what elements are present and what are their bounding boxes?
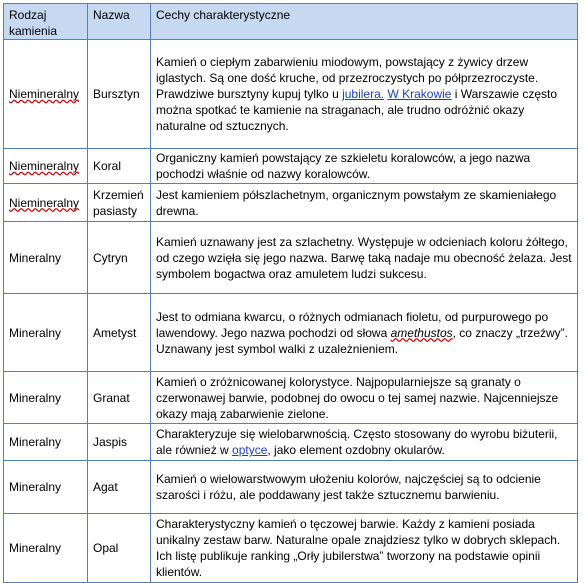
- stone-description-cell: [151, 424, 578, 461]
- table-row-koral: [4, 149, 578, 184]
- table-row-jaspis: [4, 424, 578, 461]
- stone-type-cell: Mineralny: [4, 294, 88, 372]
- description-text: Kamień o ciepłym zabarwieniu miodowym, powstający z żywicy drzew iglastych. Są one dość kruche, od przezroczystych po półprzezroczyste. Prawdziwe bursztyny kupuj tylko u: [156, 55, 539, 101]
- krakow-link[interactable]: W Krakowie: [387, 87, 452, 101]
- stone-name-cell: Bursztyn: [88, 40, 151, 149]
- stone-description-cell: [151, 40, 578, 149]
- table-row-krzemien: [4, 184, 578, 222]
- description-text: , jako element ozdobny okularów.: [267, 443, 445, 457]
- table-row-agat: [4, 461, 578, 514]
- description-text: Charakteryzuje się wielobarwnością. Często stosowany do wyrobu biżuterii, ale również w: [156, 427, 558, 457]
- stone-name-cell: Koral: [88, 149, 151, 184]
- stone-type-cell: Mineralny: [4, 424, 88, 461]
- optics-link[interactable]: optyce: [232, 443, 268, 457]
- stone-description-cell: Jest kamieniem półszlachetnym, organicznym powstałym ze skamieniałego drewna.: [151, 184, 578, 222]
- stone-type-cell: [4, 40, 88, 149]
- stone-type-cell: Mineralny: [4, 372, 88, 424]
- stone-description-cell: Organiczny kamień powstający ze szkieletu koralowców, a jego nazwa pochodzi właśnie od nazwy koralowców.: [151, 149, 578, 184]
- header-row: [4, 4, 578, 40]
- stone-type-cell: Mineralny: [4, 514, 88, 583]
- stone-name-cell: Jaspis: [88, 424, 151, 461]
- jeweler-link[interactable]: jubilera.: [342, 87, 385, 101]
- header-name: Nazwa: [88, 4, 151, 40]
- stone-name-cell: Krzemień pasiasty: [88, 184, 151, 222]
- description-text: i Warszawie często można spotkać te kamienie na straganach, ale trudno odróżnić okazy naturalne od sztucznych.: [156, 87, 558, 133]
- stone-type-cell: [4, 184, 88, 222]
- stone-description-cell: Kamień uznawany jest za szlachetny. Występuje w odcieniach koloru żółtego, od czego wzięła się jego nazwa. Barwę taką nadaje mu obecność żelaza. Jest symbolem bogactwa oraz amuletem ludzi sukcesu.: [151, 222, 578, 294]
- table-row-bursztyn: [4, 40, 578, 149]
- stone-description-cell: Charakterystyczny kamień o tęczowej barwie. Każdy z kamieni posiada unikalny zestaw barw. Naturalne opale znajdziesz tylko w dobrych sklepach. Ich listę publikuje ranking „Orły jubilerstwa” tworzony na podstawie opinii klientów.: [151, 514, 578, 583]
- stone-name-cell: Agat: [88, 461, 151, 514]
- description-text: , co znaczy „trzeźwy”. Uznawany jest symbol walki z uzależnieniem.: [156, 325, 568, 356]
- table-row-opal: [4, 514, 578, 583]
- table-row-granat: [4, 372, 578, 424]
- stone-description-cell: Kamień o zróżnicowanej kolorystyce. Najpopularniejsze są granaty o czerwonawej barwie, podobnej do owocu o tej samej nazwie. Najcenniejsze okazy mają zabarwienie zielone.: [151, 372, 578, 424]
- stone-name-cell: Granat: [88, 372, 151, 424]
- stone-type-text: Niemineralny: [9, 87, 80, 101]
- stone-type-text: Niemineralny: [9, 195, 80, 210]
- header-features: Cechy charakterystyczne: [151, 4, 578, 40]
- header-stone-type-line1: Rodzaj: [9, 8, 47, 22]
- header-stone-type-line2: kamienia: [9, 24, 58, 38]
- gemstone-table: [3, 3, 578, 583]
- stone-type-cell: Mineralny: [4, 461, 88, 514]
- header-stone-type: [4, 4, 88, 40]
- stone-type-text: Niemineralny: [9, 159, 80, 173]
- stone-name-cell: Opal: [88, 514, 151, 583]
- description-text: Jest to odmiana kwarcu, o różnych odmianach fioletu, od purpurowego po lawendowy. Jego nazwa pochodzi od słowa: [156, 309, 549, 340]
- table-row-ametyst: [4, 294, 578, 372]
- stone-name-cell: Cytryn: [88, 222, 151, 294]
- latin-word: amethustos: [390, 325, 453, 340]
- stone-description-cell: Kamień o wielowarstwowym ułożeniu kolorów, najczęściej są to odcienie szarości i różu, ale poddawany jest także sztucznemu barwieniu.: [151, 461, 578, 514]
- stone-description-cell: [151, 294, 578, 372]
- table-row-cytryn: [4, 222, 578, 294]
- stone-type-cell: Mineralny: [4, 222, 88, 294]
- stone-name-cell: Ametyst: [88, 294, 151, 372]
- stone-type-cell: [4, 149, 88, 184]
